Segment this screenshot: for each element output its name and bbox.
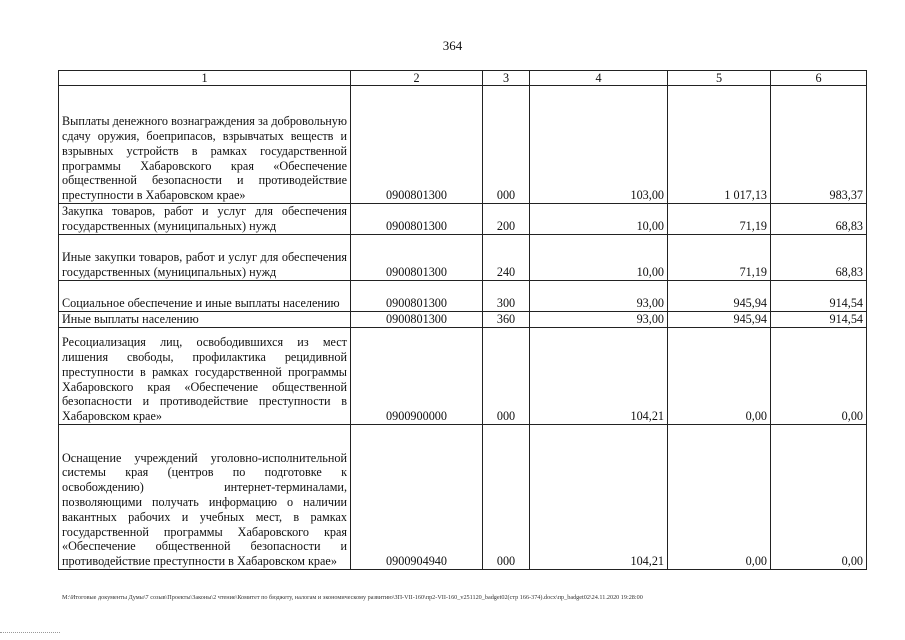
row-type-cell: 000: [483, 425, 530, 570]
row-name-cell: Иные закупки товаров, работ и услуг для обеспечения государственных (муниципальных) нужд: [59, 235, 351, 281]
row-col4-cell: 93,00: [530, 281, 668, 312]
row-type-cell: 200: [483, 204, 530, 235]
footer-file-path: M:\Итоговые документы Думы\7 созыв\Проекты\Законы\2 чтение\Комитет по бюджету, налогам и экономическому развитию\ЗП-VII-160\пр2-VII-160_v251120_badget02(стр 166-374).docx\пр_badget02\24.11.2020 19:28:00: [62, 594, 643, 601]
table-row: [59, 281, 867, 312]
row-col5-cell: 1 017,13: [668, 86, 771, 204]
table-header-row: [59, 71, 867, 86]
header-col-5: 5: [668, 71, 771, 86]
row-col6-cell: 914,54: [771, 312, 867, 328]
table-row: [59, 235, 867, 281]
row-code-cell: 0900801300: [351, 281, 483, 312]
row-col5-cell: 0,00: [668, 328, 771, 425]
table-row: [59, 425, 867, 570]
row-type-cell: 240: [483, 235, 530, 281]
row-col5-cell: 0,00: [668, 425, 771, 570]
row-col5-cell: 71,19: [668, 204, 771, 235]
row-col4-cell: 93,00: [530, 312, 668, 328]
row-col6-cell: 68,83: [771, 204, 867, 235]
row-col5-cell: 71,19: [668, 235, 771, 281]
header-col-1: 1: [59, 71, 351, 86]
row-name-cell: Социальное обеспечение и иные выплаты населению: [59, 281, 351, 312]
row-type-cell: 000: [483, 86, 530, 204]
row-code-cell: 0900801300: [351, 204, 483, 235]
row-col6-cell: 914,54: [771, 281, 867, 312]
row-type-cell: 360: [483, 312, 530, 328]
page-number: 364: [442, 38, 463, 53]
row-type-cell: 300: [483, 281, 530, 312]
row-code-cell: 0900801300: [351, 86, 483, 204]
row-col6-cell: 68,83: [771, 235, 867, 281]
header-col-3: 3: [483, 71, 530, 86]
table-row: [59, 328, 867, 425]
row-type-cell: 000: [483, 328, 530, 425]
row-col4-cell: 104,21: [530, 328, 668, 425]
row-col4-cell: 104,21: [530, 425, 668, 570]
header-col-2: 2: [351, 71, 483, 86]
row-name-cell: Ресоциализация лиц, освободившихся из мест лишения свободы, профилактика рецидивной преступности в рамках государственной программы Хабаровского края «Обеспечение общественной безопасности и противодействие преступности в Хабаровском крае»: [59, 328, 351, 425]
budget-table: [58, 70, 867, 570]
table-row: [59, 312, 867, 328]
row-name-cell: Оснащение учреждений уголовно-исполнительной системы края (центров по подготовке к освобождению) интернет-терминалами, позволяющими получать информацию о наличии вакантных рабочих и учебных мест, в рамках государственной программы Хабаровского края «Обеспечение общественной безопасности и противодействие преступности в Хабаровском крае»: [59, 425, 351, 570]
row-col5-cell: 945,94: [668, 281, 771, 312]
row-code-cell: 0900801300: [351, 312, 483, 328]
table-row: [59, 204, 867, 235]
row-col4-cell: 103,00: [530, 86, 668, 204]
row-col6-cell: 0,00: [771, 328, 867, 425]
bottom-divider: [0, 632, 60, 633]
row-code-cell: 0900904940: [351, 425, 483, 570]
row-code-cell: 0900801300: [351, 235, 483, 281]
header-col-6: 6: [771, 71, 867, 86]
row-name-cell: Выплаты денежного вознаграждения за добровольную сдачу оружия, боеприпасов, взрывчатых веществ и взрывных устройств в рамках государственной программы Хабаровского края «Обеспечение общественной безопасности и противодействие преступности в Хабаровском крае»: [59, 86, 351, 204]
row-code-cell: 0900900000: [351, 328, 483, 425]
table-row: [59, 86, 867, 204]
row-col5-cell: 945,94: [668, 312, 771, 328]
row-name-cell: Закупка товаров, работ и услуг для обеспечения государственных (муниципальных) нужд: [59, 204, 351, 235]
row-col6-cell: 983,37: [771, 86, 867, 204]
row-col4-cell: 10,00: [530, 235, 668, 281]
row-col4-cell: 10,00: [530, 204, 668, 235]
header-col-4: 4: [530, 71, 668, 86]
row-name-cell: Иные выплаты населению: [59, 312, 351, 328]
row-col6-cell: 0,00: [771, 425, 867, 570]
